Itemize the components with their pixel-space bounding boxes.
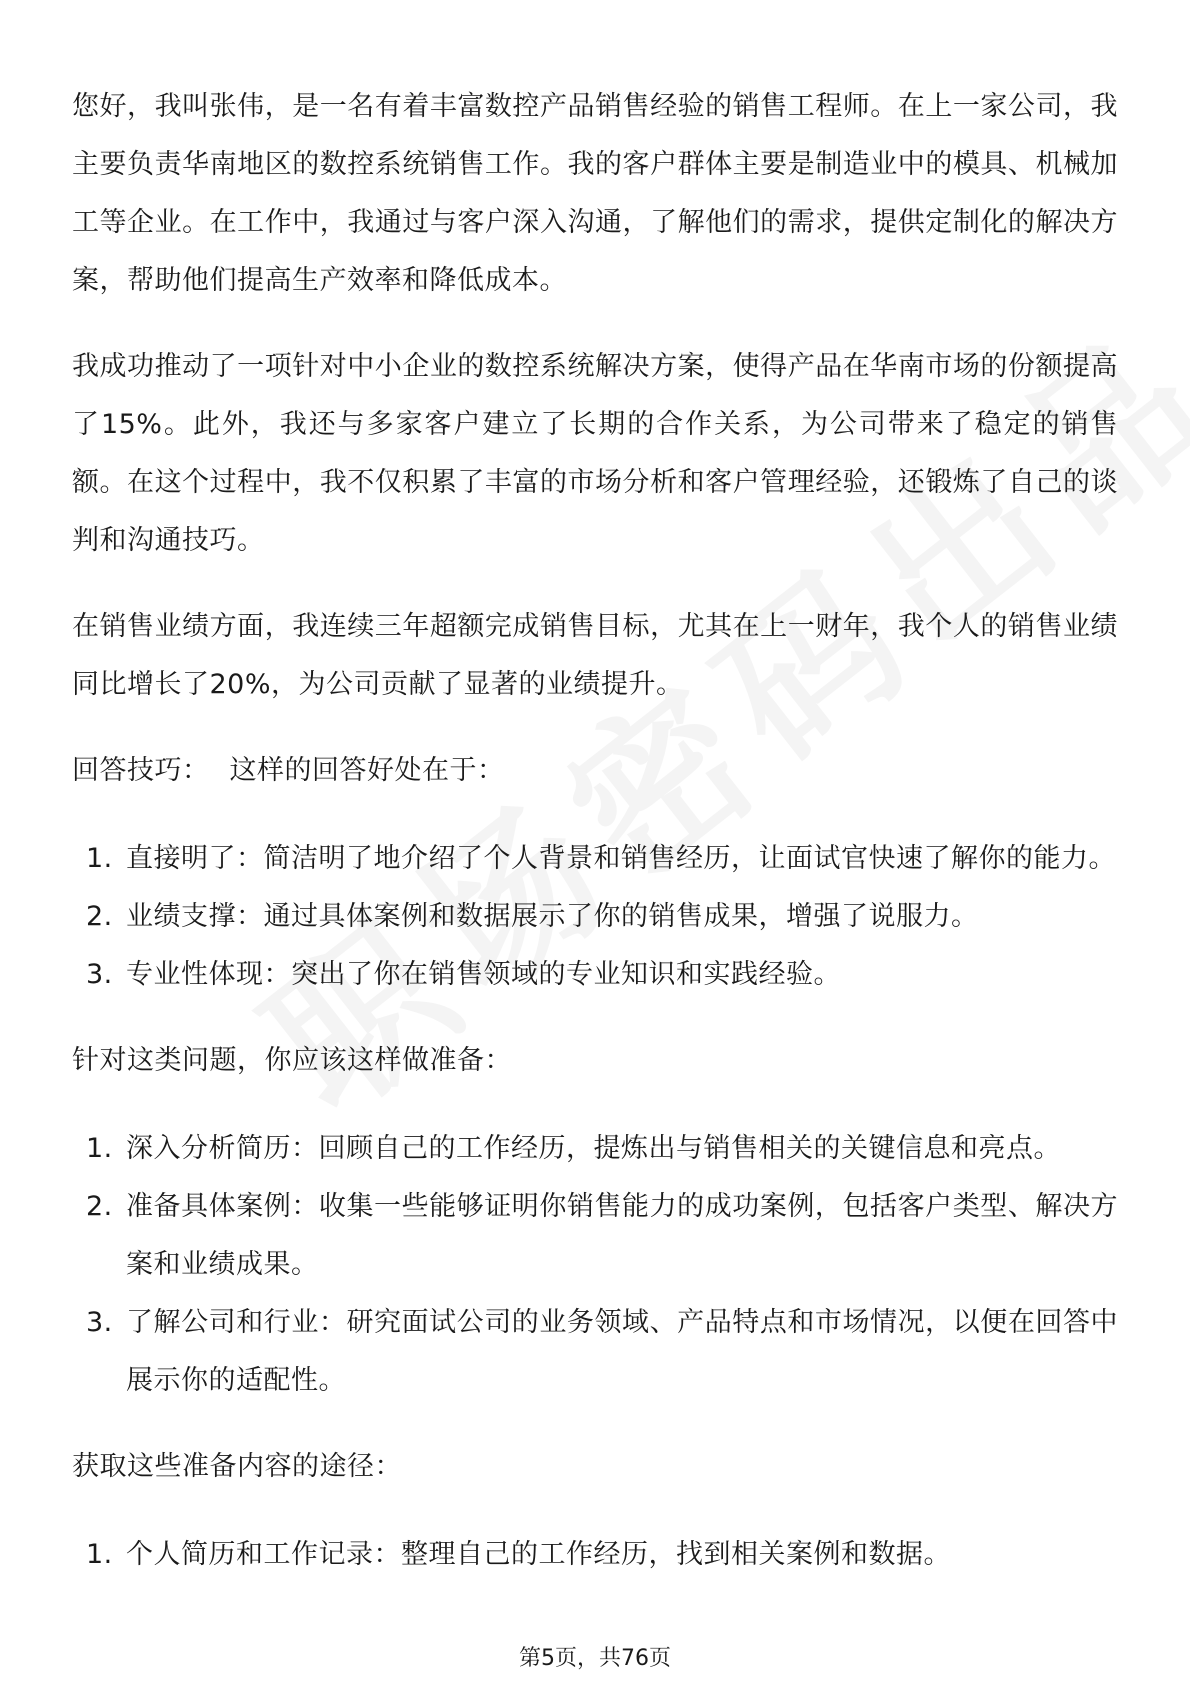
list-item: [72, 1178, 1118, 1294]
tips-heading: [72, 742, 1118, 800]
tips-label: 回答技巧：: [72, 755, 210, 786]
list-item-text: 业绩支撑：通过具体案例和数据展示了你的销售成果，增强了说服力。: [126, 901, 979, 932]
list-item-text: 个人简历和工作记录：整理自己的工作经历，找到相关案例和数据。: [126, 1539, 951, 1570]
intro-paragraph-2: 我成功推动了一项针对中小企业的数控系统解决方案，使得产品在华南市场的份额提高了15%。此外，我还与多家客户建立了长期的合作关系，为公司带来了稳定的销售额。在这个过程中，我不仅积累了丰富的市场分析和客户管理经验，还锻炼了自己的谈判和沟通技巧。: [72, 351, 1118, 556]
sources-heading: 获取这些准备内容的途径：: [72, 1451, 402, 1482]
intro-paragraph-1: 您好，我叫张伟，是一名有着丰富数控产品销售经验的销售工程师。在上一家公司，我主要负责华南地区的数控系统销售工作。我的客户群体主要是制造业中的模具、机械加工等企业。在工作中，我通过与客户深入沟通，了解他们的需求，提供定制化的解决方案，帮助他们提高生产效率和降低成本。: [72, 91, 1118, 296]
list-item-number: 2.: [86, 1191, 113, 1222]
page-footer: 第5页，共76页: [519, 1646, 671, 1671]
list-item-text: 了解公司和行业：研究面试公司的业务领域、产品特点和市场情况，以便在回答中展示你的适配性。: [126, 1307, 1118, 1396]
document-content: [72, 78, 1118, 1612]
list-item: [72, 1120, 1118, 1178]
list-item-text: 直接明了：简洁明了地介绍了个人背景和销售经历，让面试官快速了解你的能力。: [126, 843, 1116, 874]
list-item-number: 3.: [86, 1307, 113, 1338]
list-item: [72, 1294, 1118, 1410]
list-item-number: 2.: [86, 901, 113, 932]
list-item: [72, 888, 1118, 946]
list-item-text: 深入分析简历：回顾自己的工作经历，提炼出与销售相关的关键信息和亮点。: [126, 1133, 1061, 1164]
list-item-text: 专业性体现：突出了你在销售领域的专业知识和实践经验。: [126, 959, 841, 990]
list-item-text: 准备具体案例：收集一些能够证明你销售能力的成功案例，包括客户类型、解决方案和业绩成果。: [126, 1191, 1118, 1280]
list-item: [72, 946, 1118, 1004]
tips-text: 这样的回答好处在于：: [229, 755, 505, 786]
prep-heading: 针对这类问题，你应该这样做准备：: [72, 1045, 512, 1076]
list-item-number: 3.: [86, 959, 113, 990]
sources-list: [72, 1526, 1118, 1584]
intro-paragraph-3: 在销售业绩方面，我连续三年超额完成销售目标，尤其在上一财年，我个人的销售业绩同比增长了20%，为公司贡献了显著的业绩提升。: [72, 611, 1118, 700]
list-item-number: 1.: [86, 1539, 113, 1570]
list-item: [72, 1526, 1118, 1584]
list-item-number: 1.: [86, 1133, 113, 1164]
tips-list: [72, 830, 1118, 1004]
prep-list: [72, 1120, 1118, 1410]
list-item-number: 1.: [86, 843, 113, 874]
list-item: [72, 830, 1118, 888]
